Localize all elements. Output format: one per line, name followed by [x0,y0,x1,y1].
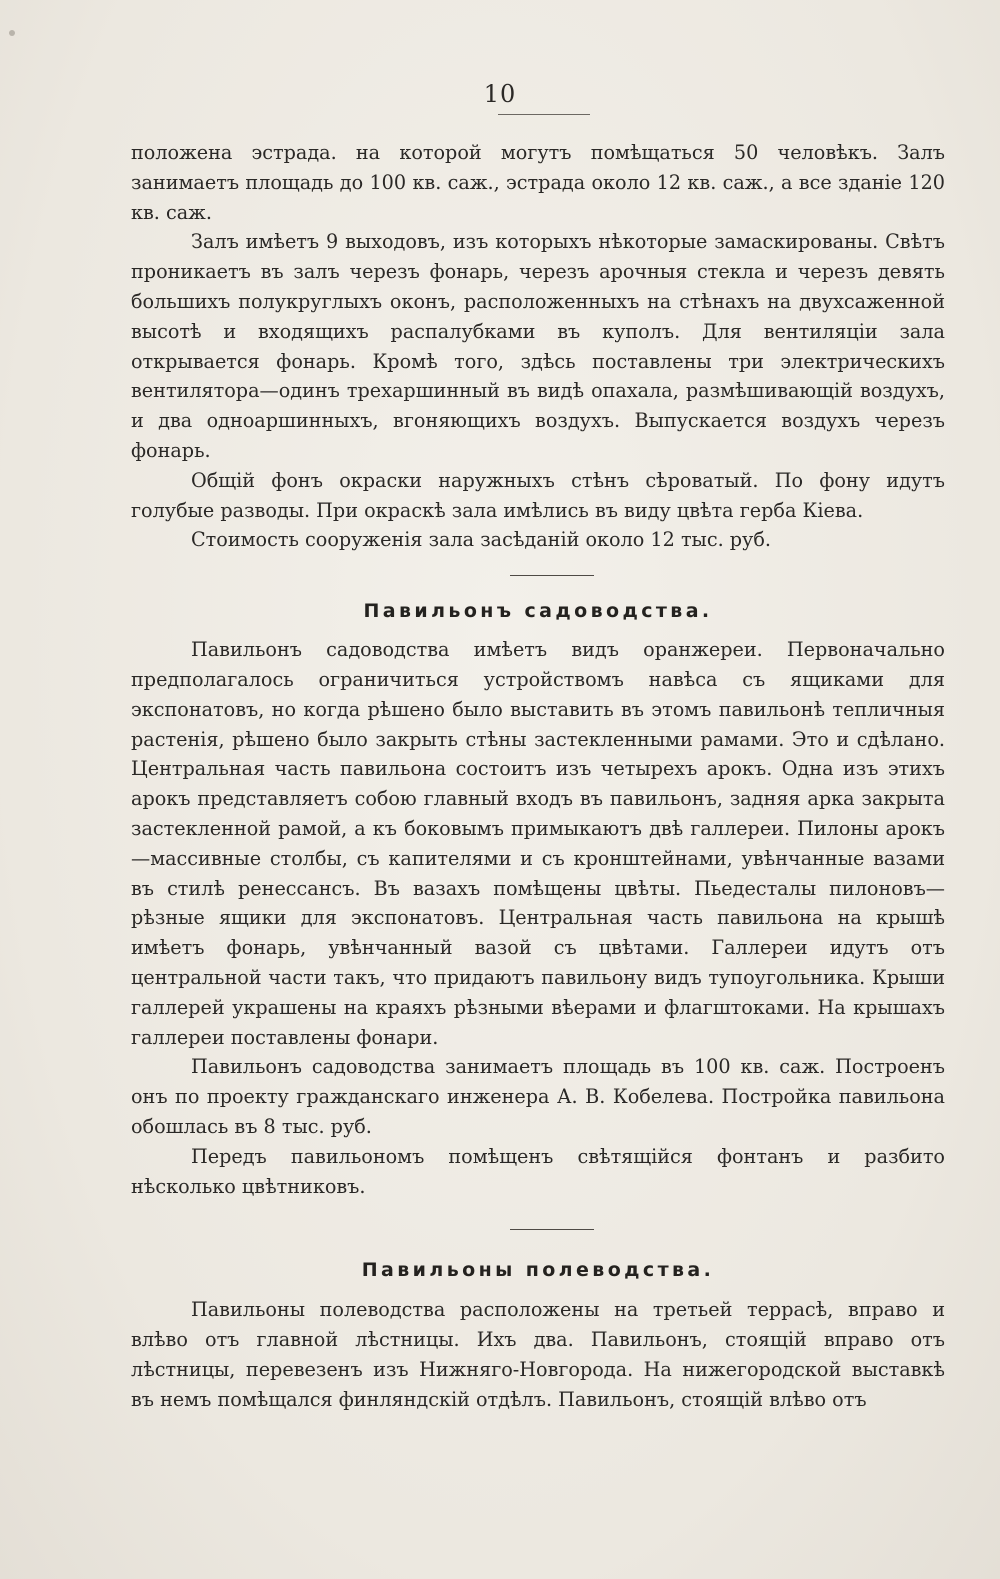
section-heading: Павильоны полеводства. [361,1259,715,1282]
section-heading: Павильонъ садоводства. [363,600,713,623]
paragraph: Стоимость сооруженія зала засѣданій около 12 тыс. руб. [191,528,772,552]
paragraph: положена эстрада. на которой могутъ помѣщаться 50 человѣкъ. Залъ занимаетъ площадь до 100 кв. саж., эстрада около 12 кв. саж., а все зданіе 120 кв. саж. [131,141,945,224]
paragraph: Залъ имѣетъ 9 выходовъ, изъ которыхъ нѣкоторые замаскированы. Свѣтъ проникаетъ въ залъ черезъ фонарь, черезъ арочныя стекла и черезъ девять большихъ полукруглыхъ оконъ, расположенныхъ на стѣнахъ на двухсаженной высотѣ и входящихъ распалубками въ куполъ. Для вентиляціи зала открывается фонарь. Кромѣ того, здѣсь поставлены три электрическихъ вентилятора—одинъ трехаршинный въ видѣ опахала, размѣшивающій воздухъ, и два одноаршинныхъ, вгоняющихъ воздухъ. Выпускается воздухъ черезъ фонарь. [131,230,945,462]
paragraph: Павильонъ садоводства имѣетъ видъ оранжереи. Первоначально предполагалось ограничиться устройствомъ навѣса съ ящиками для экспонатовъ, но когда рѣшено было выставить въ этомъ павильонѣ тепличныя растенія, рѣшено было закрыть стѣны застекленными рамами. Это и сдѣлано. Центральная часть павильона состоитъ изъ четырехъ арокъ. Одна изъ этихъ арокъ представляетъ собою главный входъ въ павильонъ, задняя арка закрыта застекленной рамой, а къ боковымъ примыкаютъ двѣ галлереи. Пилоны арокъ—массивные столбы, съ капителями и съ кронштейнами, увѣнчанные вазами въ стилѣ ренессансъ. Въ вазахъ помѣщены цвѣты. Пьедесталы пилоновъ—рѣзные ящики для экспонатовъ. Центральная часть павильона на крышѣ имѣетъ фонарь, увѣнчанный вазой съ цвѣтами. Галлереи идутъ отъ центральной части такъ, что придаютъ павильону видъ тупоугольника. Крыши галлерей украшены на краяхъ рѣзными вѣерами и флагштоками. На крышахъ галлереи поставлены фонари. [131,638,945,1049]
paragraph: Передъ павильономъ помѣщенъ свѣтящійся фонтанъ и разбито нѣсколько цвѣтниковъ. [131,1144,945,1198]
paper-spot [9,30,15,36]
body-text [131,138,945,1414]
paragraph: Павильоны полеводства расположены на третьей террасѣ, вправо и влѣво отъ главной лѣстницы. Ихъ два. Павильонъ, стоящій вправо отъ лѣстницы, перевезенъ изъ Нижняго-Новгорода. На нижегородской выставкѣ въ немъ помѣщался финляндскій отдѣлъ. Павильонъ, стоящій влѣво отъ [131,1298,945,1411]
page-number: 10 [483,80,517,108]
section-divider [510,1229,594,1230]
paragraph: Павильонъ садоводства занимаетъ площадь въ 100 кв. саж. Построенъ онъ по проекту гражданскаго инженера А. В. Кобелева. Постройка павильона обошлась въ 8 тыс. руб. [131,1055,945,1138]
page-number-rule [498,114,590,115]
section-divider [510,575,594,576]
paragraph: Общій фонъ окраски наружныхъ стѣнъ сѣроватый. По фону идутъ голубые разводы. При окраскѣ зала имѣлись въ виду цвѣта герба Кіева. [131,468,945,522]
